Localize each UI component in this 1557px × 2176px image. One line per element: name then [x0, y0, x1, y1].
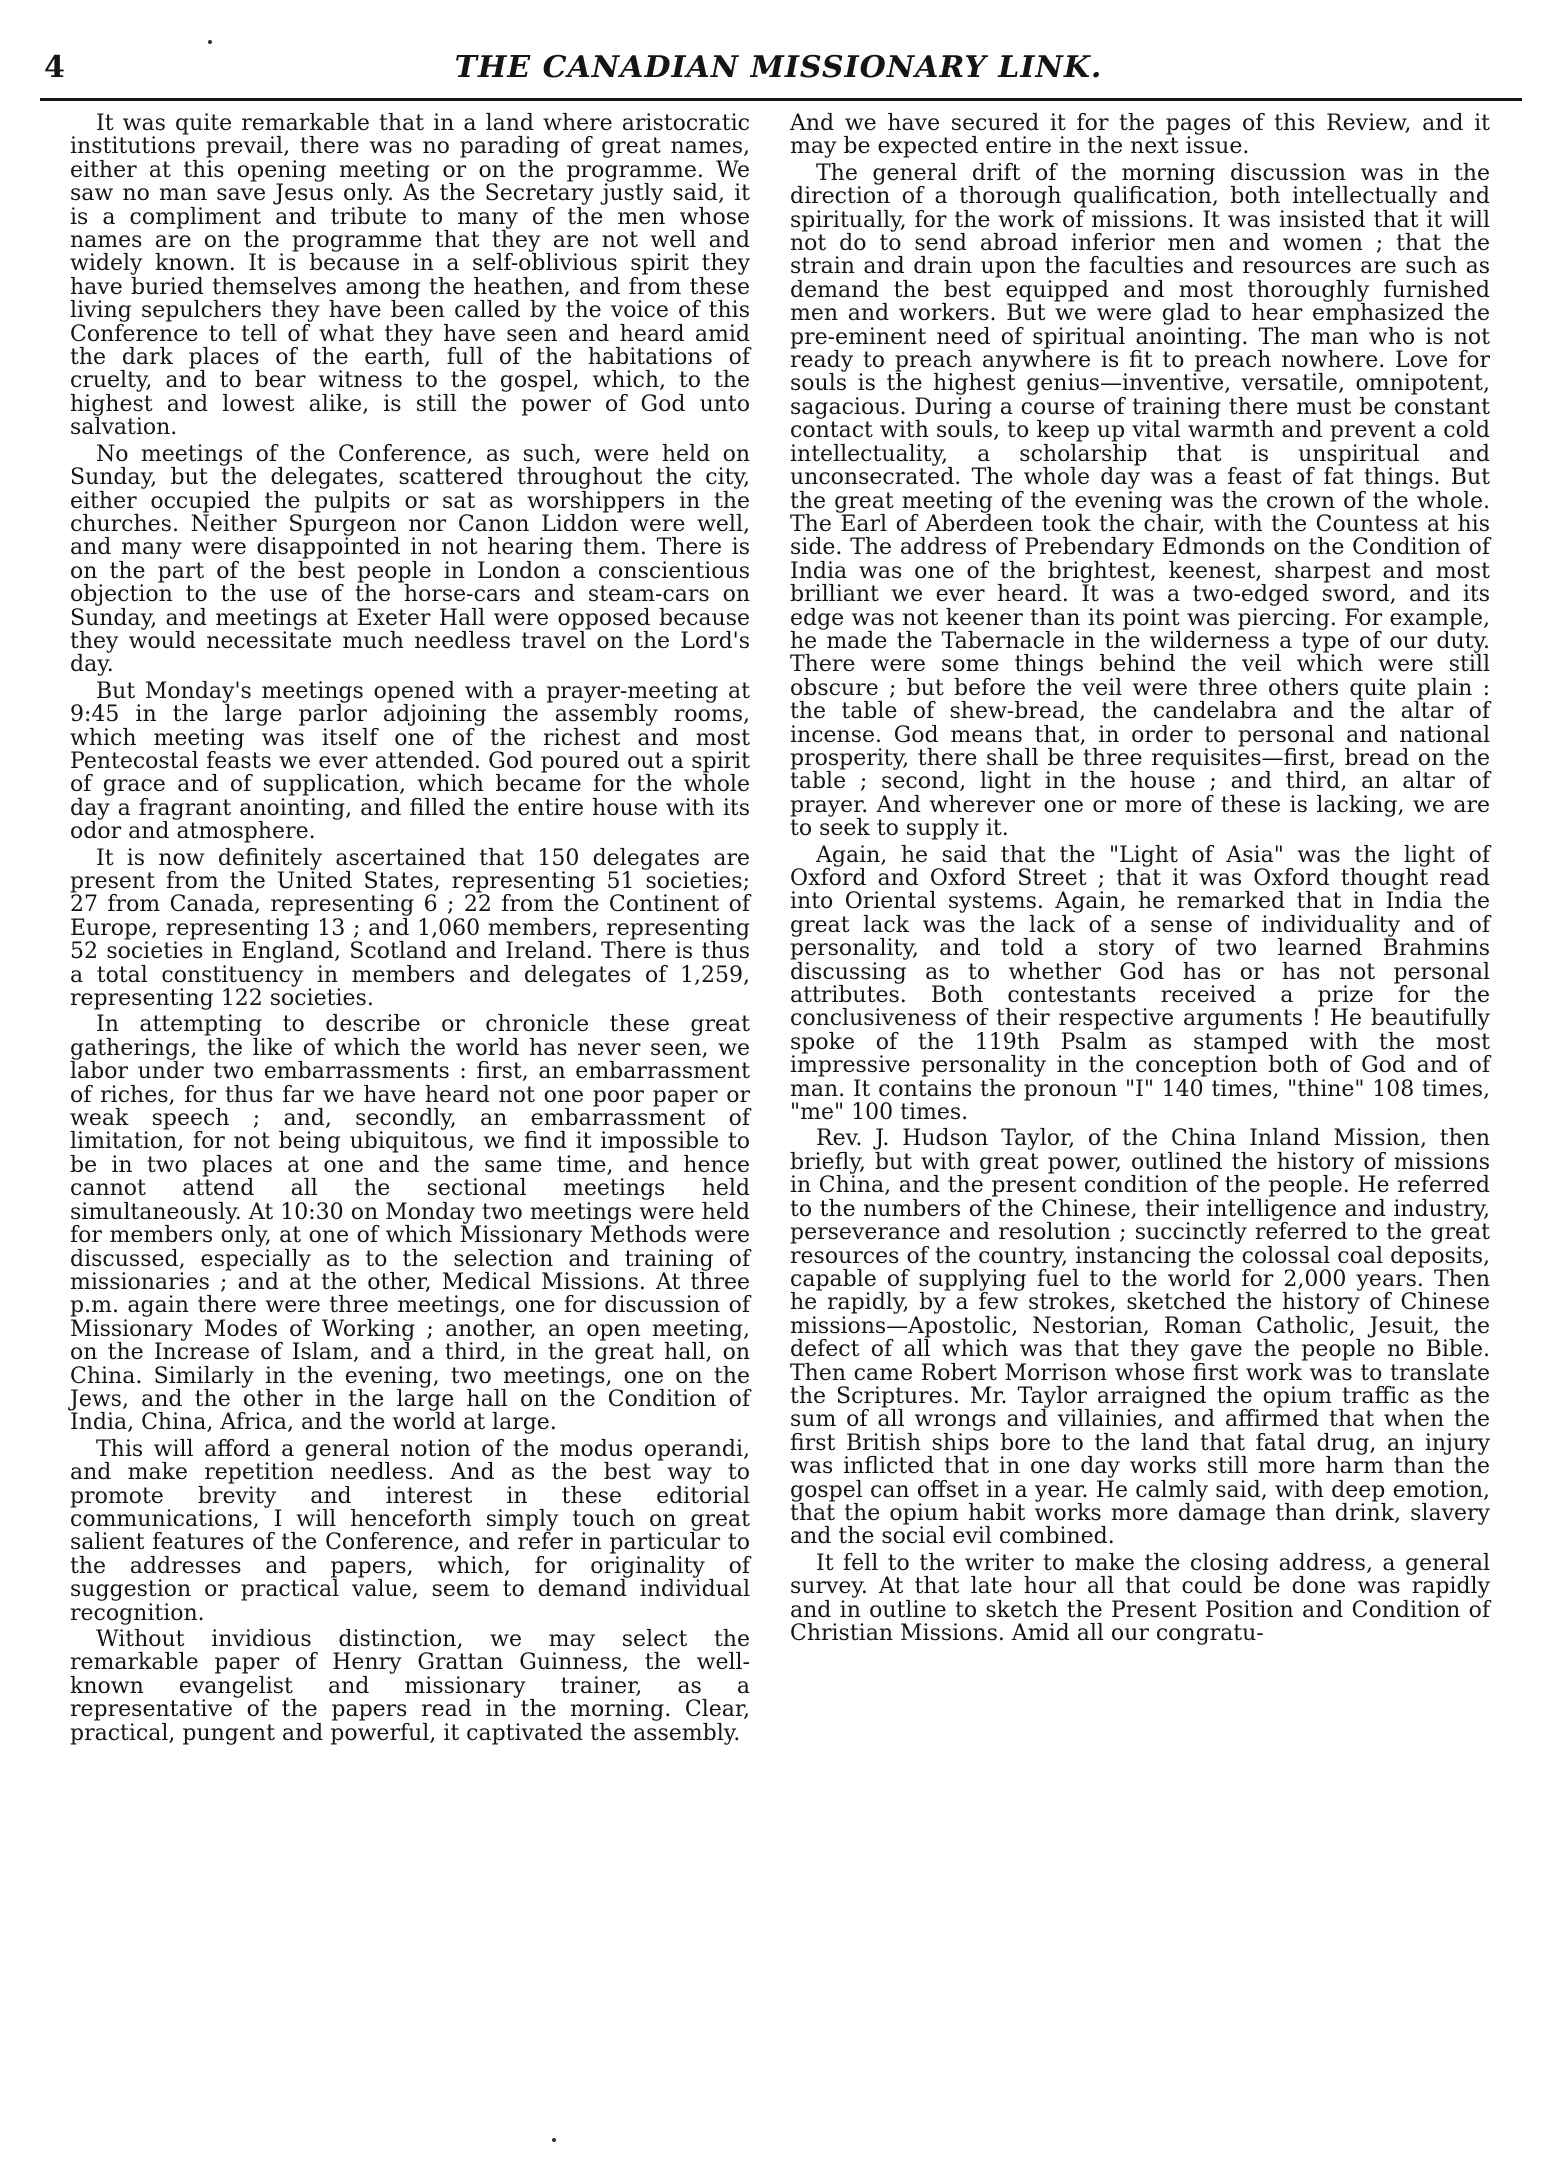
- paragraph: Rev. J. Hudson Taylor, of the China Inland Mission, then briefly, but with great power, outlined the history of missions in China, and the present condition of the people. He referred to the numbers of the Chinese, their intelligence and industry, perseverance and resolution ; succinctly referred to the great resources of the country, instancing the colossal coal deposits, capable of supplying fuel to the world for 2,000 years. Then he rapidly, by a few strokes, sketched the history of Chinese missions—Apostolic, Nestorian, Roman Catholic, Jesuit, the defect of all which was that they gave the people no Bible. Then came Robert Morrison whose first work was to translate the Scriptures. Mr. Taylor arraigned the opium traffic as the sum of all wrongs and villainies, and affirmed that when the first British ships bore to the land that fatal drug, an injury was inflicted that in one day works still more harm than the gospel can offset in a year. He calmly said, with deep emotion, that the opium habit works more damage than drink, slavery and the social evil combined.: [790, 1126, 1490, 1550]
- paragraph: The general drift of the morning discussion was in the direction of a thorough qualification, both intellectually and spiritually, for the work of missions. It was insisted that it will not do to send abroad inferior men and women ; that the strain and drain upon the faculties and resources are such as demand the best equipped and most thoroughly furnished men and workers. But we were glad to hear emphasized the pre-eminent need of spiritual anointing. The man who is not ready to preach anywhere is fit to preach nowhere. Love for souls is the highest genius—inventive, versatile, omnipotent, sagacious. During a course of training there must be constant contact with souls, to keep up vital warmth and prevent a cold intellectuality, a scholarship that is unspiritual and unconsecrated. The whole day was a feast of fat things. But the great meeting of the evening was the crown of the whole. The Earl of Aberdeen took the chair, with the Countess at his side. The address of Prebendary Edmonds on the Condition of India was one of the brightest, keenest, sharpest and most brilliant we ever heard. It was a two-edged sword, and its edge was not keener than its point was piercing. For example, he made the Tabernacle in the wilderness a type of our duty. There were some things behind the veil which were still obscure ; but before the veil were three others quite plain : the table of shew-bread, the candelabra and the altar of incense. God means that, in order to personal and national prosperity, there shall be three requisites—first, bread on the table ; second, light in the house ; and third, an altar of prayer. And wherever one or more of these is lacking, we are to seek to supply it.: [790, 160, 1490, 842]
- paragraph: This will afford a general notion of the modus operandi, and make repetition needless. And as the best way to promote brevity and interest in these editorial communications, I will henceforth simply touch on great salient features of the Conference, and refer in particular to the addresses and papers, which, for originality of suggestion or practical value, seem to demand individual recognition.: [70, 1436, 750, 1626]
- header-rule: [40, 98, 1522, 101]
- paragraph: But Monday's meetings opened with a prayer-meeting at 9:45 in the large parlor adjoining the assembly rooms, which meeting was itself one of the richest and most Pentecostal feasts we ever attended. God poured out a spirit of grace and of supplication, which became for the whole day a fragrant anointing, and filled the entire house with its odor and atmosphere.: [70, 678, 750, 845]
- paragraph: It is now definitely ascertained that 150 delegates are present from the United States, representing 51 societies; 27 from Canada, representing 6 ; 22 from the Continent of Europe, representing 13 ; and 1,060 members, representing 52 societies in England, Scotland and Ireland. There is thus a total constituency in members and delegates of 1,259, representing 122 societies.: [70, 845, 750, 1012]
- paragraph: It fell to the writer to make the closing address, a general survey. At that late hour all that could be done was rapidly and in outline to sketch the Present Position and Condition of Christian Missions. Amid all our congratu-: [790, 1550, 1490, 1646]
- right-column: [790, 112, 1490, 1648]
- print-speck: [552, 2138, 556, 2142]
- paragraph: In attempting to describe or chronicle these great gatherings, the like of which the world has never seen, we labor under two embarrassments : first, an embarrassment of riches, for thus far we have heard not one poor paper or weak speech ; and, secondly, an embarrassment of limitation, for not being ubiquitous, we find it impossible to be in two places at one and the same time, and hence cannot attend all the sectional meetings held simultaneously. At 10:30 on Monday two meetings were held for members only, at one of which Missionary Methods were discussed, especially as to the selection and training of missionaries ; and at the other, Medical Missions. At three p.m. again there were three meetings, one for discussion of Missionary Modes of Working ; another, an open meeting, on the Increase of Islam, and a third, in the great hall, on China. Similarly in the evening, two meetings, one on the Jews, and the other in the large hall on the Condition of India, China, Africa, and the world at large.: [70, 1012, 750, 1436]
- page-number: 4: [44, 50, 65, 85]
- paragraph: And we have secured it for the pages of this Review, and it may be expected entire in the next issue.: [790, 111, 1490, 160]
- left-column: [70, 112, 750, 1748]
- page-header: [0, 50, 1557, 90]
- journal-title: THE CANADIAN MISSIONARY LINK.: [454, 50, 1103, 85]
- paragraph: No meetings of the Conference, as such, were held on Sunday, but the delegates, scattered throughout the city, either occupied the pulpits or sat as worshippers in the churches. Neither Spurgeon nor Canon Liddon were well, and many were disappointed in not hearing them. There is on the part of the best people in London a conscientious objection to the use of the horse-cars and steam-cars on Sunday, and meetings at Exeter Hall were opposed because they would necessitate much needless travel on the Lord's day.: [70, 441, 750, 678]
- paragraph: Without invidious distinction, we may select the remarkable paper of Henry Grattan Guinness, the well-known evangelist and missionary trainer, as a representative of the papers read in the morning. Clear, practical, pungent and powerful, it captivated the assembly.: [70, 1627, 750, 1746]
- paragraph: It was quite remarkable that in a land where aristocratic institutions prevail, there was no parading of great names, either at this opening meeting or on the programme. We saw no man save Jesus only. As the Secretary justly said, it is a compliment and tribute to many of the men whose names are on the programme that they are not well and widely known. It is because in a self-oblivious spirit they have buried themselves among the heathen, and from these living sepulchers they have been called by the voice of this Conference to tell of what they have seen and heard amid the dark places of the earth, full of the habitations of cruelty, and to bear witness to the gospel, which, to the highest and lowest alike, is still the power of God unto salvation.: [70, 111, 750, 441]
- print-speck: [208, 40, 212, 44]
- paragraph: Again, he said that the "Light of Asia" was the light of Oxford and Oxford Street ; that it was Oxford thought read into Oriental systems. Again, he remarked that in India the great lack was the lack of a sense of individuality and of personality, and told a story of two learned Brahmins discussing as to whether God has or has not personal attributes. Both contestants received a prize for the conclusiveness of their respective arguments ! He beautifully spoke of the 119th Psalm as stamped with the most impressive personality in the conception both of God and of man. It contains the pronoun "I" 140 times, "thine" 108 times, "me" 100 times.: [790, 842, 1490, 1126]
